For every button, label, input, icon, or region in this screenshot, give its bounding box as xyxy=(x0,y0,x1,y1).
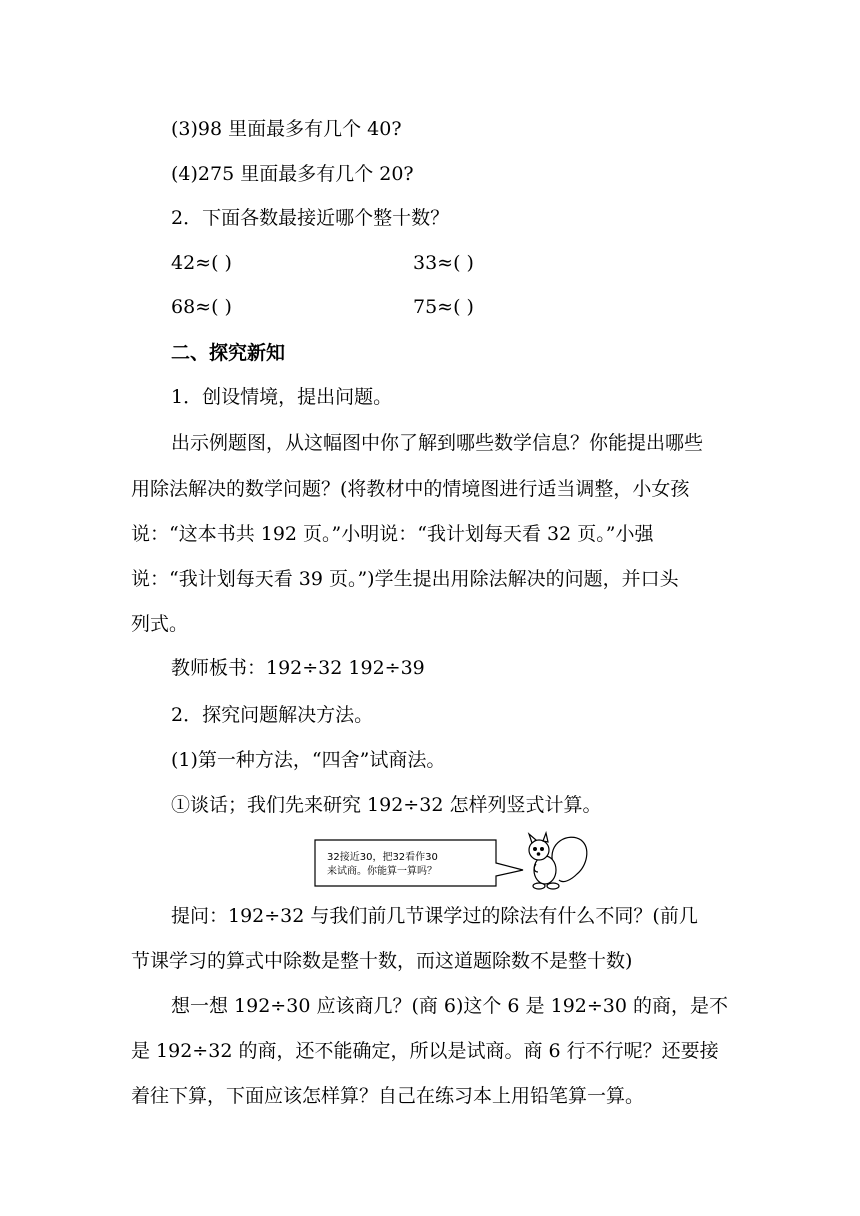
paragraph-line: 说：“这本书共 192 页。”小明说：“我计划每天看 32 页。”小强 xyxy=(131,523,654,545)
paragraph-line: 用除法解决的数学问题？(将教材中的情境图进行适当调整，小女孩 xyxy=(131,478,690,500)
bubble-text-line-2: 来试商。你能算一算吗？ xyxy=(327,866,437,877)
paragraph-line: 说：“我计划每天看 39 页。”)学生提出用除法解决的问题，并口头 xyxy=(131,568,679,590)
approx-33: 33≈( ) xyxy=(413,252,474,274)
board-writing: 教师板书：192÷32 192÷39 xyxy=(171,657,425,679)
think-line: 想一想 192÷30 应该商几？(商 6)这个 6 是 192÷30 的商，是不 xyxy=(171,995,729,1017)
paragraph-line: 出示例题图，从这幅图中你了解到哪些数学信息？你能提出哪些 xyxy=(171,432,704,454)
approx-42: 42≈( ) xyxy=(171,252,232,274)
question-line: 提问：192÷32 与我们前几节课学过的除法有什么不同？(前几 xyxy=(171,905,698,927)
paragraph-line: 列式。 xyxy=(131,613,189,635)
approx-75: 75≈( ) xyxy=(413,296,474,318)
question-3: (3)98 里面最多有几个 40? xyxy=(171,118,402,140)
think-line: 是 192÷32 的商，还不能确定，所以是试商。商 6 行不行呢？还要接 xyxy=(131,1040,719,1062)
squirrel-icon xyxy=(529,833,587,889)
bubble-text-line-1: 32接近30，把32看作30 xyxy=(327,852,438,863)
approx-68: 68≈( ) xyxy=(171,296,232,318)
speech-bubble xyxy=(315,840,523,886)
think-line: 着往下算，下面应该怎样算？自己在练习本上用铅笔算一算。 xyxy=(131,1085,645,1107)
section-heading: 二、探究新知 xyxy=(171,342,286,364)
squirrel-speech-figure xyxy=(313,830,593,892)
question-4: (4)275 里面最多有几个 20? xyxy=(171,163,414,185)
step-2-title: 2．探究问题解决方法。 xyxy=(171,704,374,726)
talk-line: ①谈话；我们先来研究 192÷32 怎样列竖式计算。 xyxy=(171,794,602,816)
method-1-title: (1)第一种方法，“四舍”试商法。 xyxy=(171,749,446,771)
question-line: 节课学习的算式中除数是整十数，而这道题除数不是整十数) xyxy=(131,950,633,972)
exercise-2-title: 2．下面各数最接近哪个整十数？ xyxy=(171,207,450,229)
step-1-title: 1．创设情境，提出问题。 xyxy=(171,386,393,408)
